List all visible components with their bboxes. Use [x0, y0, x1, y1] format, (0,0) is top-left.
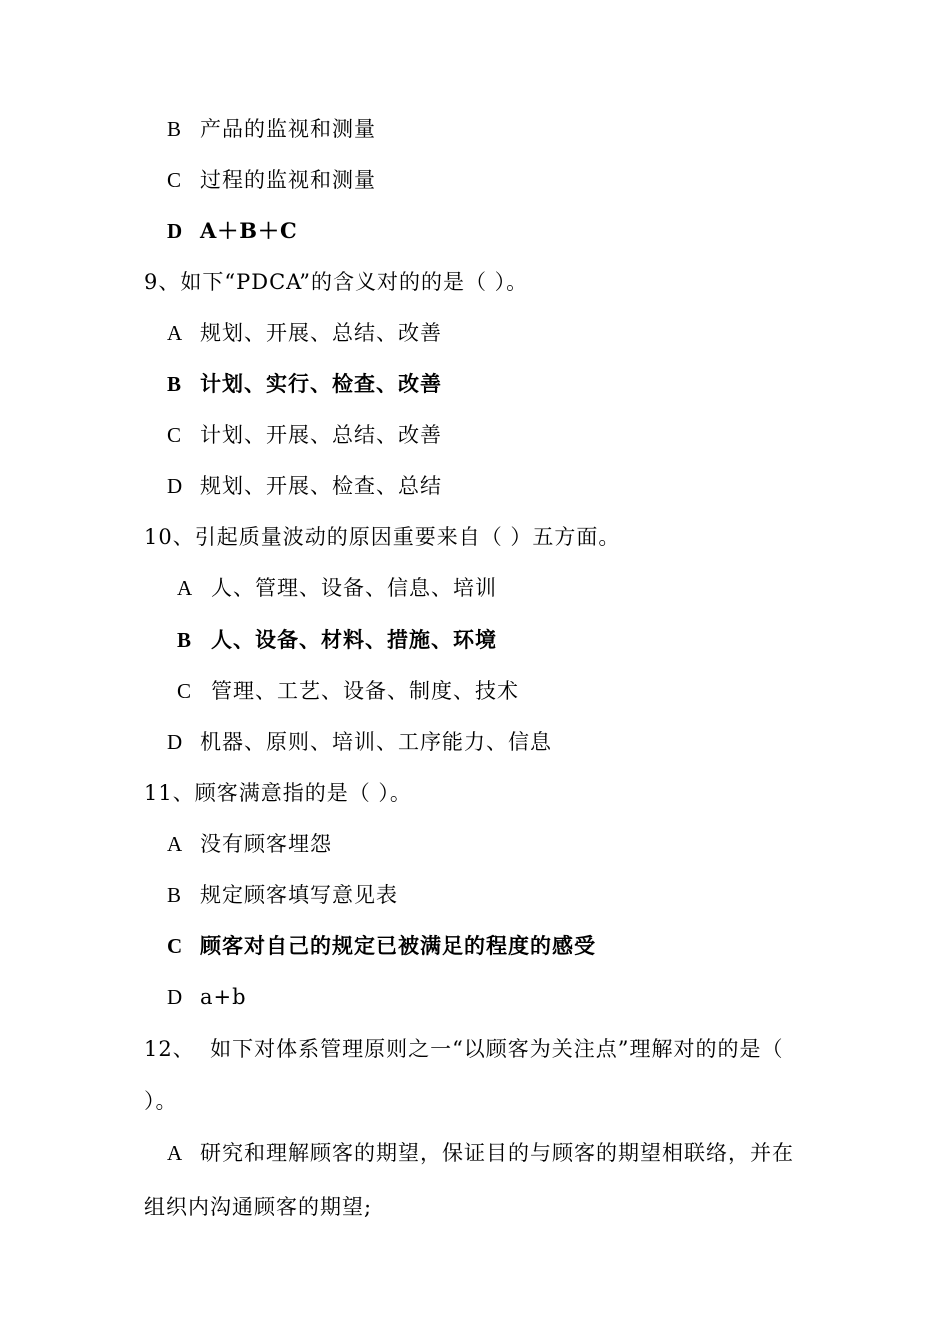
option-text: 机器、原则、培训、工序能力、信息	[200, 730, 552, 754]
option-letter: C	[167, 423, 183, 447]
option-letter: C	[177, 679, 193, 703]
option-text: 计划、开展、总结、改善	[200, 423, 442, 447]
question-line: 9、如下“PDCA”的含义对的的是（ ）。	[144, 270, 529, 294]
question-line: 12、 如下对体系管理原则之一“以顾客为关注点”理解对的的是（	[144, 1037, 784, 1061]
option-letter: D	[167, 985, 184, 1009]
option-letter: B	[167, 117, 183, 141]
option-letter: A	[167, 321, 184, 345]
answer-option-line	[177, 626, 497, 654]
option-text: 产品的监视和测量	[200, 117, 376, 141]
option-letter: C	[167, 934, 184, 958]
option-text: 计划、实行、检查、改善	[200, 371, 442, 396]
option-line	[167, 472, 442, 500]
option-text: 没有顾客埋怨	[200, 832, 332, 856]
option-letter: D	[167, 730, 184, 754]
answer-option-line	[167, 370, 442, 398]
option-letter: A	[177, 576, 194, 600]
option-letter: D	[167, 219, 184, 243]
option-text: 规定顾客填写意见表	[200, 883, 398, 907]
question-line: 10、引起质量波动的原因重要来自（ ）五方面。	[144, 525, 621, 549]
option-line	[167, 421, 442, 449]
question-continuation: ）。	[144, 1089, 178, 1113]
answer-option-line	[167, 932, 596, 960]
option-text: 人、管理、设备、信息、培训	[211, 576, 497, 600]
option-letter: B	[177, 628, 193, 652]
option-text: 管理、工艺、设备、制度、技术	[211, 679, 519, 703]
answer-option-line	[167, 217, 298, 245]
option-letter: D	[167, 474, 184, 498]
question-line: 11、顾客满意指的是（ ）。	[144, 781, 412, 805]
option-continuation: 组织内沟通顾客的期望;	[144, 1195, 373, 1219]
option-line	[167, 166, 376, 194]
option-text: 规划、开展、总结、改善	[200, 321, 442, 345]
option-text: A＋B＋C	[200, 218, 298, 243]
option-line	[167, 983, 247, 1011]
option-line	[167, 1139, 794, 1167]
option-letter: B	[167, 883, 183, 907]
option-text: 顾客对自己的规定已被满足的程度的感受	[200, 933, 596, 958]
option-text: 规划、开展、检查、总结	[200, 474, 442, 498]
option-line	[167, 319, 442, 347]
option-line	[167, 115, 376, 143]
option-line	[177, 677, 519, 705]
option-letter: A	[167, 1141, 184, 1165]
option-letter: B	[167, 372, 183, 396]
option-text: 过程的监视和测量	[200, 168, 376, 192]
option-letter: C	[167, 168, 183, 192]
option-line	[167, 728, 552, 756]
option-text: a+b	[200, 985, 247, 1009]
option-letter: A	[167, 832, 184, 856]
option-line	[167, 881, 398, 909]
option-text: 研究和理解顾客的期望，保证目的与顾客的期望相联络，并在	[200, 1141, 794, 1165]
option-line	[167, 830, 332, 858]
option-line	[177, 574, 497, 602]
option-text: 人、设备、材料、措施、环境	[211, 627, 497, 652]
